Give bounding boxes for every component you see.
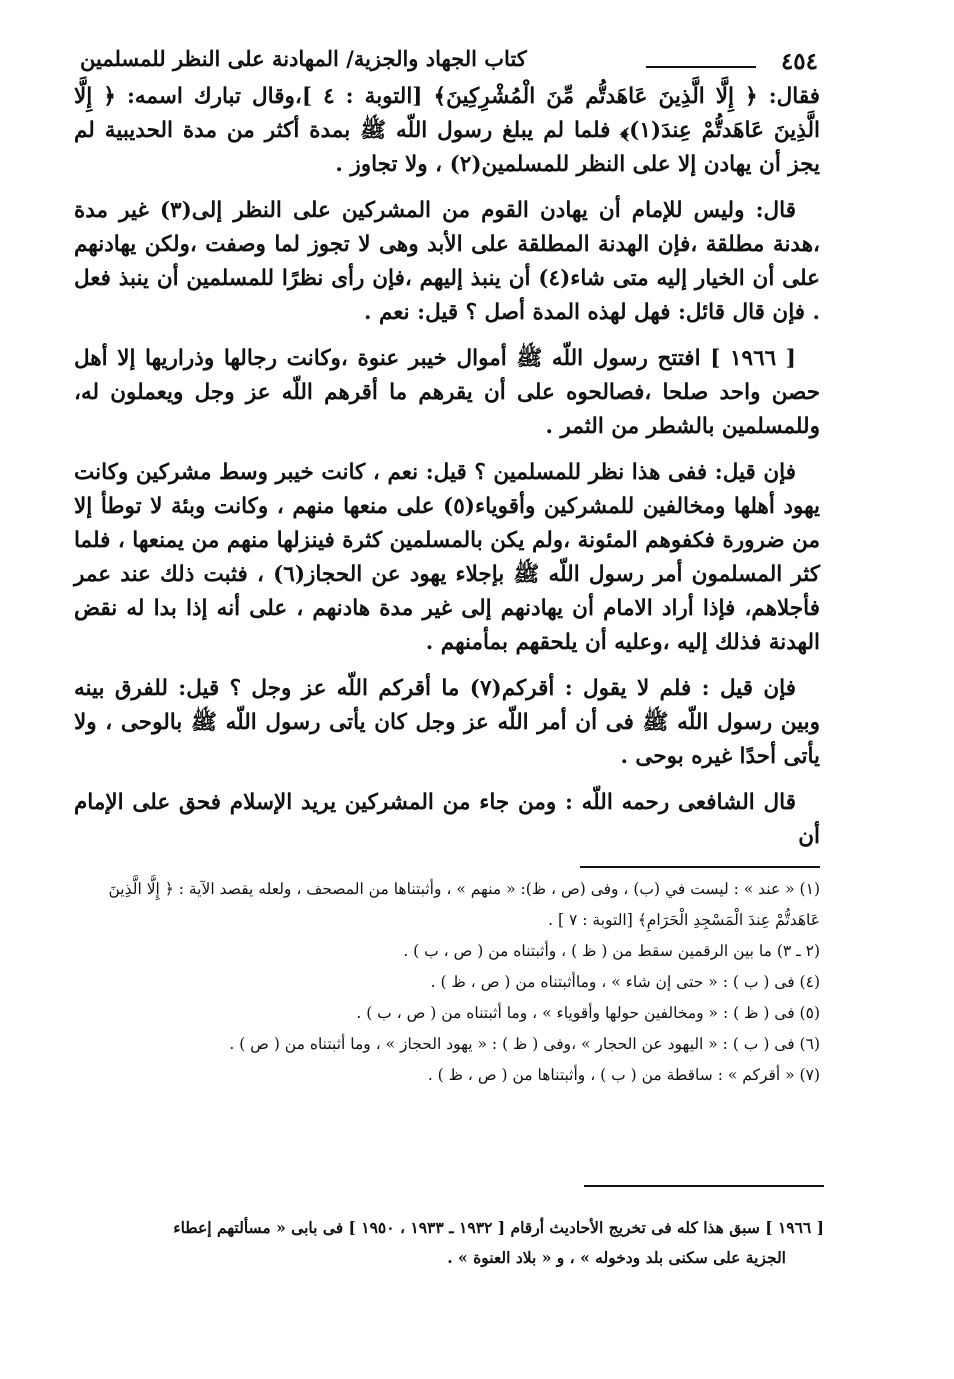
footnote: (٧) « أقركم » : ساقطة من ( ب ) ، وأثبتناها من ( ص ، ظ ) . bbox=[427, 1066, 820, 1084]
paragraph-text: افتتح رسول اللّه ﷺ أموال خيبر عنوة ،وكانت رجالها وذراريها إلا أهل حصن واحد صلحا ،فصالحوه على أن يقرهم ما أقرهم اللّه عز وجل ويعملون له، وللمسلمين بالشطر من الثمر . bbox=[74, 346, 820, 439]
reference-line: [ ١٩٦٦ ] سبق هذا كله فى تخريج الأحاديث أرقام [ ١٩٣٢ ـ ١٩٣٣ ، ١٩٥٠ ] فى بابى « مسألتهم إعطاء bbox=[173, 1218, 824, 1237]
paragraph-text: ففى هذا نظر للمسلمين ؟ قيل: نعم ، كانت خيبر وسط مشركين وكانت يهود أهلها ومخالفين للمشركين وأقوياء(٥) على منعها منهم ، وكانت وبئة لا توطأ إلا من ضرورة فكفوهم المئونة ،ولم يكن بالمسلمين كثرة فينزلها منهم من يمنعها ، فلما كثر المسلمون أمر رسول اللّه ﷺ بإجلاء يهود عن الحجاز(٦) ، فثبت ذلك عند عمر فأجلاهم، فإذا أراد الامام أن يهادنهم إلى غير مدة هادنهم ، على أنه إذا بدا له نقض الهدنة فذلك إليه ،وعليه أن يلحقهم بمأمنهم . bbox=[74, 460, 820, 655]
footnote: (١) « عند » : ليست في (ب) ، وفى (ص ، ظ): « منهم » ، وأثبتناها من المصحف ، ولعله يقصد الآية : ﴿ إِلَّا الَّذِينَ عَاهَدتُّمْ عِندَ الْمَسْجِدِ الْحَرَامِ﴾ [التوبة : ٧ ] . bbox=[108, 880, 820, 929]
reference-divider bbox=[584, 1185, 824, 1187]
page-header bbox=[74, 40, 820, 80]
paragraph bbox=[74, 80, 820, 182]
paragraph-text: فلم لا يقول : أقركم(٧) ما أقركم اللّه عز وجل ؟ قيل: للفرق بينه وبين رسول اللّه ﷺ فى أن أمر اللّه عز وجل كان يأتى رسول اللّه ﷺ بالوحى ، ولا يأتى أحدًا غيره بوحى . bbox=[74, 676, 820, 769]
paragraph bbox=[74, 786, 820, 854]
running-title: كتاب الجهاد والجزية/ المهادنة على النظر للمسلمين bbox=[80, 46, 527, 71]
paragraph-lead: فإن قيل : bbox=[701, 676, 796, 701]
paragraph-text: وليس للإمام أن يهادن القوم من المشركين على النظر إلى(٣) غير مدة ،هدنة مطلقة ،فإن الهدنة المطلقة على الأبد وهى لا تجوز لما وصفت ،ولكن يهادنهم على أن الخيار إليه متى شاء(٤) أن ينبذ إليهم ،فإن رأى نظرًا للمسلمين أن ينبذ فعل . فإن قال قائل: فهل لهذه المدة أصل ؟ قيل: نعم . bbox=[74, 198, 820, 325]
footnote: (٤) فى ( ب ) : « حتى إن شاء » ، وماأثبتناه من ( ص ، ظ ) . bbox=[430, 973, 820, 991]
hadith-reference-note bbox=[62, 1213, 824, 1273]
footnote-divider bbox=[580, 866, 820, 868]
paragraph-text: رحمه اللّه : ومن جاء من المشركين يريد الإسلام فحق على الإمام أن bbox=[74, 790, 820, 849]
header-rule bbox=[646, 66, 756, 68]
document-page bbox=[74, 40, 820, 1091]
body-text bbox=[74, 80, 820, 854]
paragraph bbox=[74, 672, 820, 774]
footnote: (٢ ـ ٣) ما بين الرقمين سقط من ( ظ ) ، وأثبتناه من ( ص ، ب ) . bbox=[403, 942, 820, 960]
paragraph-lead: فإن قيل: bbox=[714, 460, 796, 485]
footnote: (٥) فى ( ظ ) : « ومخالفين حولها وأقوياء » ، وما أثبتناه من ( ص ، ب ) . bbox=[356, 1004, 820, 1022]
footnotes bbox=[74, 874, 820, 1091]
paragraph-lead: قال الشافعى bbox=[677, 790, 796, 815]
paragraph bbox=[74, 456, 820, 660]
hadith-number: [ ١٩٦٦ ] bbox=[710, 346, 796, 371]
paragraph-lead: فقال: bbox=[768, 84, 820, 109]
paragraph bbox=[74, 194, 820, 330]
paragraph-lead: قال: bbox=[755, 198, 796, 223]
reference-line: الجزية على سكنى بلد ودخوله » ، و « بلاد العنوة » . bbox=[447, 1248, 786, 1267]
footnote: (٦) فى ( ب ) : « اليهود عن الحجار » ،وفى ( ظ ) : « يهود الحجاز » ، وما أثبتناه من ( ص ) . bbox=[229, 1035, 820, 1053]
paragraph-text: ﴿ إِلَّا الَّذِينَ عَاهَدتُّم مِّنَ الْمُشْرِكِينَ﴾ [التوبة : ٤ ]،وقال تبارك اسمه: ﴿ إِلَّا الَّذِينَ عَاهَدتُّمْ عِندَ(١)﴾ فلما لم يبلغ رسول اللّه ﷺ بمدة أكثر من مدة الحديبية لم يجز أن يهادن إلا على النظر للمسلمين(٢) ، ولا تجاوز . bbox=[74, 84, 820, 177]
page-number: ٤٥٤ bbox=[780, 48, 818, 75]
paragraph bbox=[74, 342, 820, 444]
